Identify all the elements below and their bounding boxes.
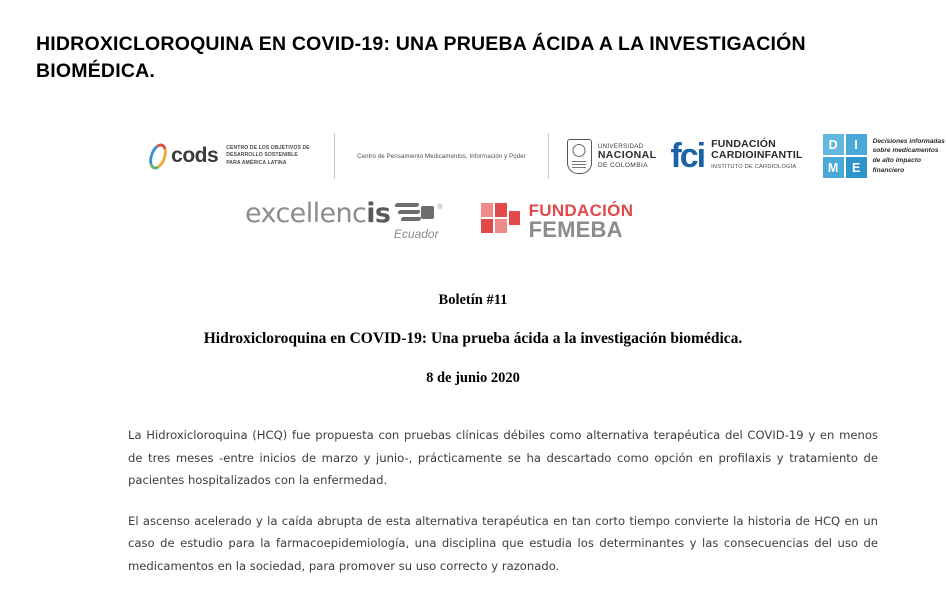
page-title: HIDROXICLOROQUINA EN COVID-19: UNA PRUEBA ÁCIDA A LA INVESTIGACIÓN BIOMÉDICA. [36, 33, 806, 83]
dime-logo [811, 134, 946, 178]
femeba-logo [481, 200, 634, 242]
femeba-line1: FUNDACIÓN [528, 200, 634, 220]
excellencis-subtitle: Ecuador [393, 227, 439, 241]
excellencis-logo [245, 198, 481, 241]
fci-line1: FUNDACIÓN [711, 138, 776, 150]
cods-ring-icon [146, 141, 170, 172]
dime-letter-i: I [846, 134, 867, 155]
dime-tagline [873, 137, 946, 175]
body-copy [128, 424, 878, 595]
femeba-cross-icon [481, 203, 521, 237]
logo-divider-2 [548, 133, 549, 179]
fci-text [711, 139, 802, 173]
bulletin-date: 8 de junio 2020 [426, 370, 520, 386]
dime-tagline-line1: Decisiones informadas [872, 137, 945, 145]
dime-letter-m: M [823, 157, 844, 178]
excellencis-registered-mark: ® [437, 204, 443, 211]
unal-shield-icon [567, 139, 592, 174]
paragraph-1: La Hidroxicloroquina (HCQ) fue propuesta con pruebas clínicas débiles como alternativa terapéutica del COVID-19 y en menos de tres meses -entre inicios de marzo y junio-, prácticamente se ha descartado como opción en profilaxis y tratamiento de pacientes hospitalizados con la enfermedad. [128, 428, 878, 487]
logo-divider-1 [334, 133, 335, 179]
bulletin-subtitle: Hidroxicloroquina en COVID-19: Una prueba ácida a la investigación biomédica. [203, 330, 743, 347]
femeba-line2: FEMEBA [528, 216, 623, 242]
unal-line2: NACIONAL [597, 149, 657, 162]
pensamiento-logo: Centro de Pensamiento Medicamentos, Información y Poder [357, 152, 526, 160]
fci-wordmark: fci [670, 137, 705, 175]
fci-line3: INSTITUTO DE CARDIOLOGÍA [711, 164, 797, 170]
dime-tagline-line2: sobre medicamentos [872, 147, 939, 155]
unal-line3: DE COLOMBIA [597, 161, 649, 169]
femeba-text [528, 200, 634, 242]
excellencis-swoosh-icon [393, 201, 435, 227]
cods-wordmark: cods [171, 144, 219, 167]
excellencis-word-light: excellenc [245, 198, 367, 229]
paragraph-2: El ascenso acelerado y la caída abrupta de esta alternativa terapéutica en tan corto tiempo convierte la historia de HCQ en un caso de estudio para la farmacoepidemiología, una disciplina que estudia los determinantes y las consecuencias del uso de medicamentos en la sociedad, para promover su uso correcto y razonado. [128, 513, 878, 573]
cods-logo [150, 132, 322, 180]
bulletin-header [0, 292, 946, 387]
fci-line2: CARDIOINFANTIL [711, 149, 803, 161]
dime-grid-icon [823, 134, 867, 178]
dime-tagline-line3: de alto impacto financiero [872, 157, 921, 174]
excellencis-wordmark [245, 198, 390, 229]
dime-letter-e: E [846, 157, 867, 178]
bulletin-number: Boletín #11 [438, 292, 508, 308]
cods-subtitle: CENTRO DE LOS OBJETIVOS DE DESARROLLO SOSTENIBLE PARA AMÉRICA LATINA [226, 145, 310, 166]
logo-row-secondary [245, 198, 633, 241]
excellencis-wordmark-row [245, 198, 443, 229]
logo-row-primary [150, 132, 946, 180]
dime-letter-d: D [823, 134, 844, 155]
fci-logo [662, 139, 810, 173]
unal-line1: UNIVERSIDAD [597, 142, 644, 150]
unal-text [598, 142, 657, 171]
excellencis-word-bold: is [366, 198, 391, 229]
unal-logo [561, 139, 663, 174]
logo-band [0, 120, 946, 260]
